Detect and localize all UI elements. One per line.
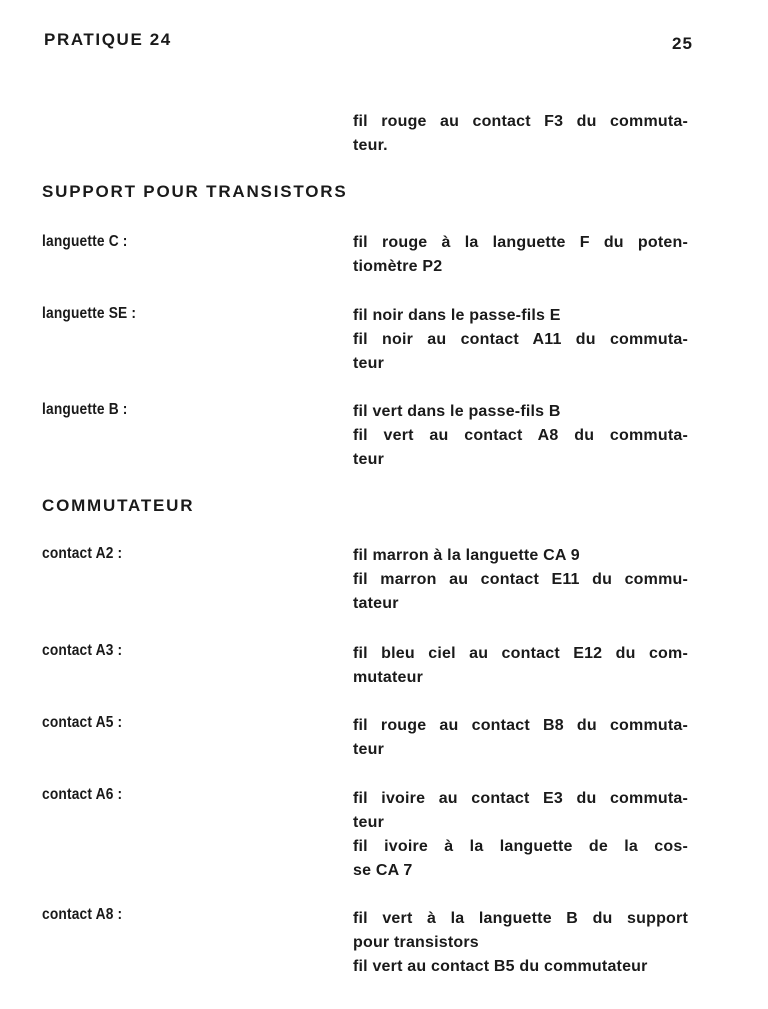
entry-text (353, 400, 688, 472)
entry-text (353, 907, 688, 979)
entry-text (353, 787, 688, 883)
entry-label: languette SE : (42, 305, 137, 322)
text-line: fil vert dans le passe-fils B (353, 403, 561, 420)
text-line: fil ivoire au contact E3 du commuta- (353, 790, 688, 807)
text-line: fil marron au contact E11 du commu- (353, 571, 688, 588)
text-line: tateur (353, 595, 399, 612)
running-header: PRATIQUE 24 (44, 30, 172, 49)
text-line: pour transistors (353, 934, 479, 951)
text-line: fil vert à la languette B du support (353, 910, 688, 927)
text-line: fil rouge au contact B8 du commuta- (353, 717, 688, 734)
entry-label: languette C : (42, 233, 128, 250)
page-number: 25 (672, 34, 693, 53)
text-line: fil vert au contact B5 du commutateur (353, 958, 648, 975)
text-line: tiomètre P2 (353, 258, 443, 275)
entry-label: contact A5 : (42, 714, 123, 731)
entry-label: contact A6 : (42, 786, 123, 803)
intro-text (353, 110, 688, 158)
entry-label: contact A8 : (42, 906, 123, 923)
text-line: fil vert au contact A8 du commuta- (353, 427, 688, 444)
entry-label: contact A2 : (42, 545, 123, 562)
text-line: fil noir dans le passe-fils E (353, 307, 561, 324)
entry-text (353, 642, 688, 690)
text-line: fil rouge au contact F3 du commuta- (353, 113, 688, 130)
section-title: COMMUTATEUR (42, 496, 195, 515)
entry-text (353, 231, 688, 279)
section-title: SUPPORT POUR TRANSISTORS (42, 182, 348, 201)
entry-label: contact A3 : (42, 642, 123, 659)
text-line: teur (353, 355, 385, 372)
text-line: fil bleu ciel au contact E12 du com- (353, 645, 688, 662)
text-line: fil ivoire à la languette de la cos- (353, 838, 688, 855)
entry-text (353, 304, 688, 376)
text-line: teur (353, 741, 385, 758)
text-line: fil marron à la languette CA 9 (353, 547, 580, 564)
text-line: se CA 7 (353, 862, 413, 879)
text-line: fil rouge à la languette F du poten- (353, 234, 688, 251)
text-line: mutateur (353, 669, 424, 686)
entry-label: languette B : (42, 401, 128, 418)
entry-text (353, 544, 688, 616)
text-line: teur (353, 814, 385, 831)
text-line: teur (353, 451, 385, 468)
text-line: fil noir au contact A11 du commuta- (353, 331, 688, 348)
text-line: teur. (353, 137, 388, 154)
entry-text (353, 714, 688, 762)
